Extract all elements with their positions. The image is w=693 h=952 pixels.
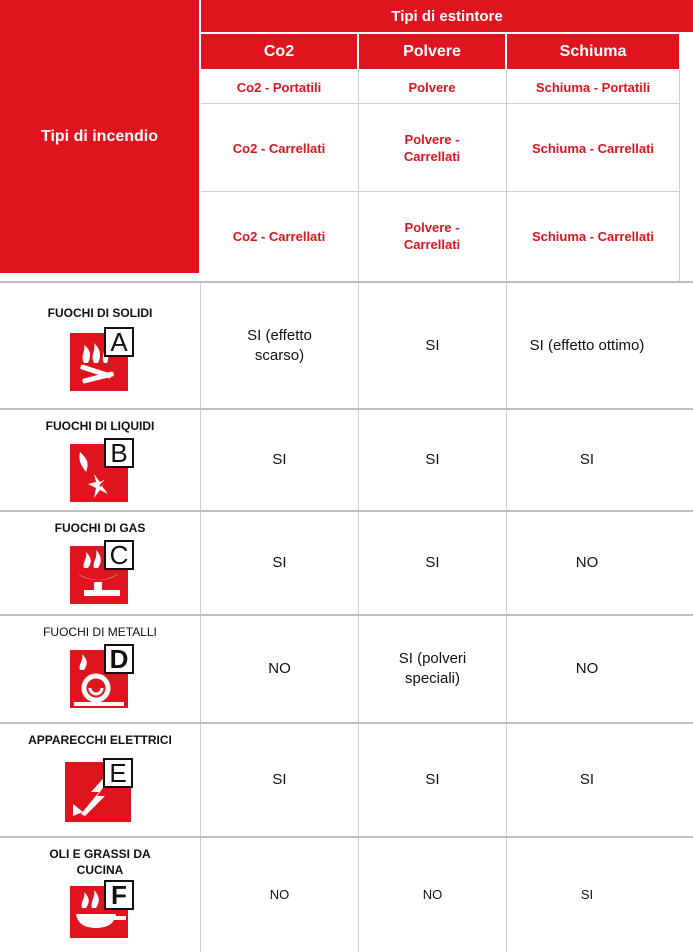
corner-header [0,0,199,273]
fire-class-symbol [70,327,130,387]
extinguisher-cell: Co2 - Carrellati [232,228,326,244]
compat-cell: NO [268,660,291,677]
compat-cell: NO [422,887,443,902]
fire-class-label: OLI E GRASSI DA CUCINA [49,847,151,877]
extinguisher-cell: Schiuma - Portatili [535,79,651,95]
fire-class-letter: E [103,758,133,788]
fire-class-symbol [70,540,130,600]
compat-cell: SI (effetto ottimo) [529,336,645,354]
column-header-schiuma: Schiuma [507,34,679,69]
compat-cell: SI [425,336,440,354]
compat-cell: SI [425,771,440,788]
group-header [201,0,693,32]
extinguisher-cell: Polvere - Carrellati [403,220,461,252]
compat-cell: SI [580,887,594,902]
fire-class-letter: F [104,880,134,910]
extinguisher-cell: Polvere - Carrellati [403,132,461,164]
column-header-polvere: Polvere [359,34,505,69]
fire-class-a [0,283,200,408]
column-header-co2: Co2 [201,34,357,69]
fire-class-symbol [70,880,130,938]
extinguisher-cell: Co2 - Carrellati [232,140,326,156]
fire-class-e [0,724,200,836]
fire-class-f [0,838,200,952]
compat-cell: NO [575,554,599,571]
compat-cell: SI [579,771,595,788]
compat-cell: SI (effetto scarso) [247,326,312,364]
compat-cell: NO [269,887,290,902]
compat-cell: SI [272,554,287,571]
corner-title: Tipi di incendio [40,127,159,145]
fire-class-letter: D [104,644,134,674]
extinguisher-cell: Polvere [408,79,456,95]
fire-class-label: APPARECCHI ELETTRICI [28,733,172,747]
extinguisher-cell: Schiuma - Carrellati [531,228,655,244]
fire-class-c [0,512,200,614]
fire-class-label: FUOCHI DI LIQUIDI [45,419,155,433]
extinguisher-cell: Schiuma - Carrellati [531,140,655,156]
compat-cell: NO [575,660,599,677]
fire-class-letter: B [104,438,134,468]
fire-class-letter: A [104,327,134,357]
compat-cell: SI [272,771,287,788]
fire-class-d [0,616,200,722]
fire-class-label: FUOCHI DI GAS [54,521,146,535]
group-title: Tipi di estintore [391,7,503,25]
compat-cell: SI [425,554,440,571]
fire-class-symbol [70,644,130,704]
fire-class-symbol [70,438,130,498]
compat-cell: SI (polveri speciali) [398,650,467,687]
extinguisher-cell: Co2 - Portatili [236,79,322,95]
compat-cell: SI [579,451,595,468]
fire-class-label: FUOCHI DI METALLI [43,625,157,639]
compat-cell: SI [425,451,440,468]
fire-class-letter: C [104,540,134,570]
fire-class-label: FUOCHI DI SOLIDI [47,306,153,320]
compat-cell: SI [272,451,287,468]
fire-class-b [0,410,200,510]
fire-class-symbol [65,758,135,822]
